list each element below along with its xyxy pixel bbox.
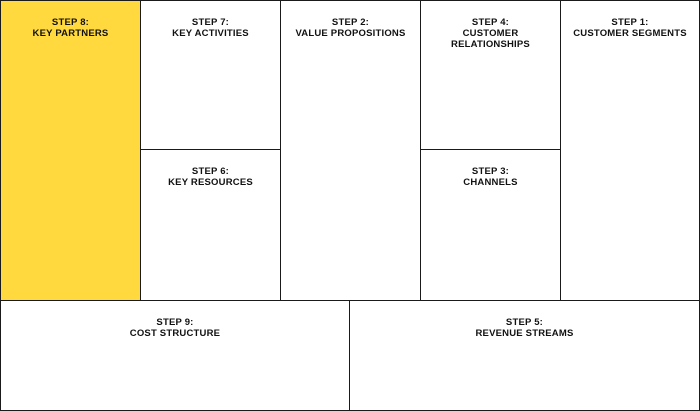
revenue-streams-block: [349, 300, 700, 411]
key-resources-step: STEP 6:: [191, 166, 230, 177]
channels-title: CHANNELS: [463, 177, 518, 188]
revenue-streams-step: STEP 5:: [505, 317, 544, 328]
value-propositions-title: VALUE PROPOSITIONS: [295, 28, 406, 39]
revenue-streams-title: REVENUE STREAMS: [475, 328, 574, 339]
key-activities-block: [140, 0, 281, 150]
channels-step: STEP 3:: [471, 166, 510, 177]
key-activities-step: STEP 7:: [191, 17, 230, 28]
key-partners-step: STEP 8:: [51, 17, 90, 28]
channels-block: [420, 149, 561, 301]
value-propositions-block: [280, 0, 421, 301]
key-resources-block: [140, 149, 281, 301]
key-partners-block: [0, 0, 141, 301]
key-resources-title: KEY RESOURCES: [168, 177, 253, 188]
key-activities-title: KEY ACTIVITIES: [172, 28, 249, 39]
customer-relationships-step: STEP 4:: [471, 17, 510, 28]
cost-structure-title: COST STRUCTURE: [129, 328, 221, 339]
cost-structure-step: STEP 9:: [156, 317, 194, 328]
customer-relationships-title: CUSTOMER RELATIONSHIPS: [451, 28, 530, 50]
value-propositions-step: STEP 2:: [331, 17, 370, 28]
cost-structure-block: [0, 300, 350, 411]
customer-segments-block: [560, 0, 700, 301]
customer-segments-step: STEP 1:: [611, 17, 649, 28]
key-partners-title: KEY PARTNERS: [32, 28, 109, 39]
customer-segments-title: CUSTOMER SEGMENTS: [573, 28, 687, 39]
customer-relationships-block: [420, 0, 561, 150]
